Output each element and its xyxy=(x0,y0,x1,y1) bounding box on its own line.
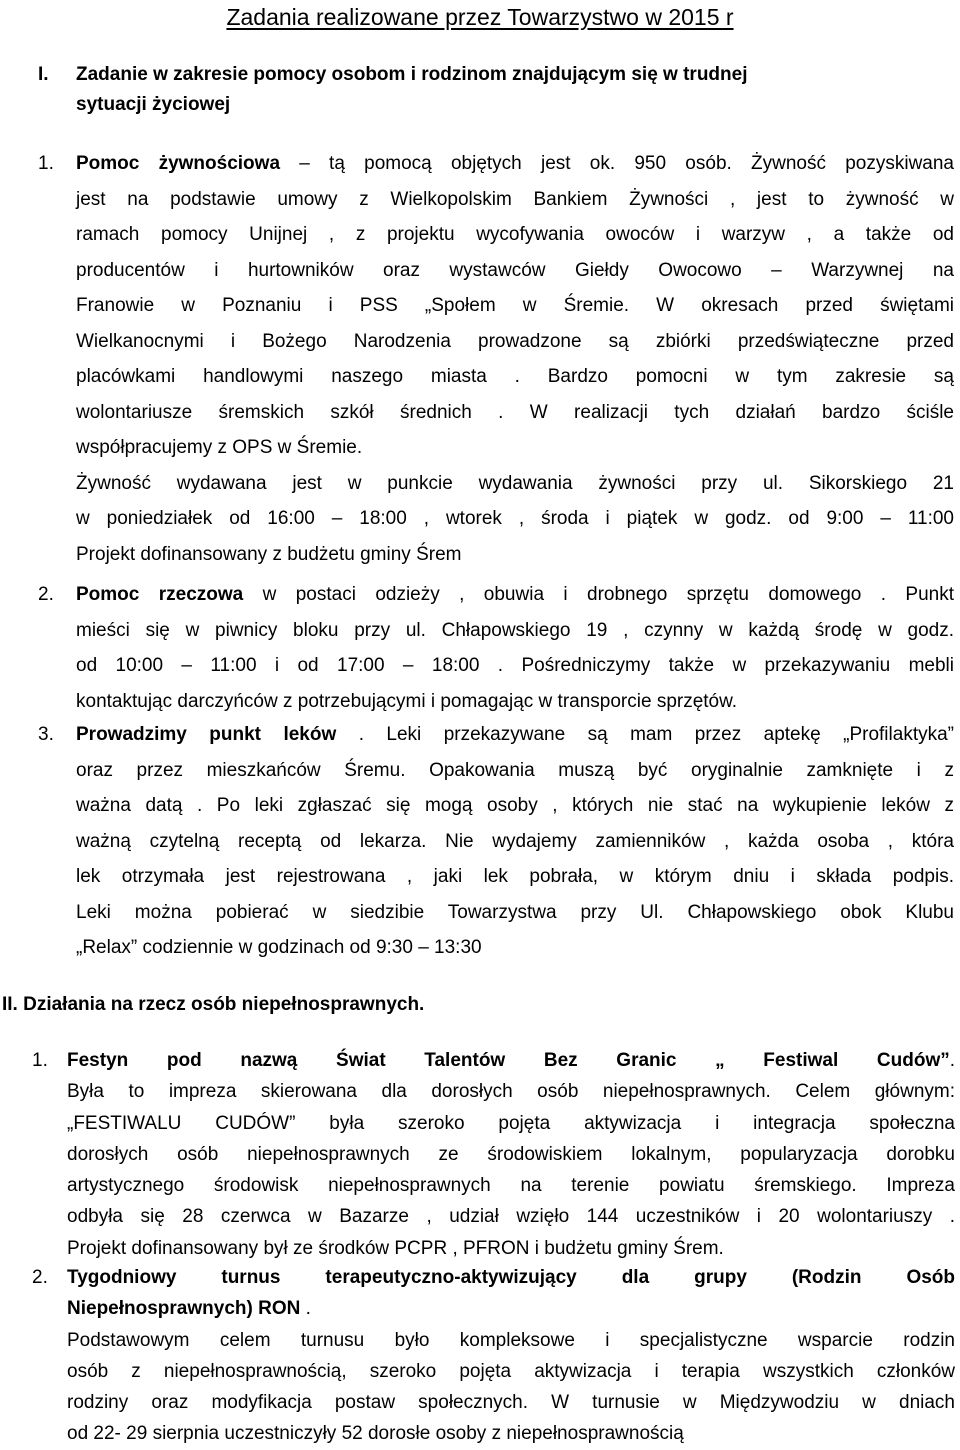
item-line: kontaktując darczyńców z potrzebującymi i pomagając w transporcie sprzętów. xyxy=(76,690,738,712)
item-line: mieści się w piwnicy bloku przy ul. Chłapowskiego 19 , czynny w każdą środę w godz. xyxy=(76,619,954,641)
item-line: Leki można pobierać w siedzibie Towarzystwa przy Ul. Chłapowskiego obok Klubu xyxy=(76,901,954,923)
item-line: Podstawowym celem turnusu było kompleksowe i specjalistyczne wsparcie rodzin xyxy=(67,1329,955,1351)
item-food-aid xyxy=(38,146,954,572)
section-1-number: I. xyxy=(38,64,49,85)
item-line: od 10:00 – 11:00 i od 17:00 – 18:00 . Pośredniczymy także w przekazywaniu mebli xyxy=(76,655,954,676)
item-line: rodziny oraz modyfikacja postaw społecznych. W turnusie w Międzywodziu w dniach xyxy=(67,1392,955,1414)
item-line xyxy=(67,1262,955,1293)
item-number: 2. xyxy=(38,584,54,605)
item-bold-label: Prowadzimy punkt leków xyxy=(76,724,337,745)
item-line: „Relax” codziennie w godzinach od 9:30 – 13:30 xyxy=(76,937,482,958)
item-line: producentów i hurtowników oraz wystawców Giełdy Owocowo – Warzywnej na xyxy=(76,259,954,281)
item-line: współpracujemy z OPS w Śremie. xyxy=(76,437,363,458)
item-line: Wielkanocnymi i Bożego Narodzenia prowadzone są zbiórki przedświąteczne przed xyxy=(76,330,954,352)
item-line: „FESTIWALU CUDÓW” była szeroko pojęta aktywizacja i integracja społeczna xyxy=(67,1112,955,1134)
item-body xyxy=(67,1262,955,1450)
item-line: osób z niepełnosprawnością, szeroko pojęta aktywizacja i terapia wszystkich członków xyxy=(67,1360,955,1382)
item-line: oraz przez mieszkańców Śremu. Opakowania muszą być oryginalnie zamknięte i z xyxy=(76,759,954,781)
item-line: w poniedziałek od 16:00 – 18:00 , wtorek , środa i piątek w godz. od 9:00 – 11:00 xyxy=(76,508,954,529)
item-bold-label: Tygodniowy turnus terapeutyczno-aktywizujący dla grupy (Rodzin Osób xyxy=(67,1267,955,1288)
item-bold-label: Niepełnosprawnych) RON xyxy=(67,1298,301,1320)
item-line: placówkami handlowymi naszego miasta . Bardzo pomocni w tym zakresie są xyxy=(76,366,954,387)
section-1-title-line-2: sytuacji życiowej xyxy=(76,94,231,115)
item-medicine-point xyxy=(38,717,954,966)
section-2-heading: II. Działania na rzecz osób niepełnosprawnych. xyxy=(2,994,425,1015)
item-body xyxy=(76,717,954,966)
section-1-heading xyxy=(38,60,918,120)
item-line: odbyła się 28 czerwca w Bazarze , udział wzięło 144 uczestników i 20 wolontariuszy . xyxy=(67,1206,955,1228)
item-line: Franowie w Poznaniu i PSS „Społem w Śremie. W okresach przed świętami xyxy=(76,295,954,316)
item-number: 1. xyxy=(38,153,54,174)
item-line: Była to impreza skierowana dla dorosłych osób niepełnosprawnych. Celem głównym: xyxy=(67,1081,955,1103)
item-body xyxy=(76,577,954,719)
item-line: Festyn pod nazwą Świat Talentów Bez Granic „ Festiwal Cudów”. xyxy=(67,1050,955,1071)
item-line: ramach pomocy Unijnej , z projektu wycofywania owoców i warzyw , a także od xyxy=(76,224,954,245)
item-line: Prowadzimy punkt leków . Leki przekazywane są mam przez aptekę „Profilaktyka” xyxy=(76,724,954,745)
item-line: ważna datą . Po leki zgłaszać się mogą osoby , których nie stać na wykupienie leków z xyxy=(76,795,954,816)
item-line: Projekt dofinansowany był ze środków PCPR , PFRON i budżetu gminy Śrem. xyxy=(67,1237,724,1259)
document-title: Zadania realizowane przez Towarzystwo w 2015 r xyxy=(226,4,734,30)
item-line: Projekt dofinansowany z budżetu gminy Śrem xyxy=(76,543,462,565)
item-line: od 22- 29 sierpnia uczestniczyły 52 dorosłe osoby z niepełnosprawnością xyxy=(67,1423,684,1445)
item-body xyxy=(67,1045,955,1264)
item-material-aid xyxy=(38,577,954,719)
item-therapy-turnus xyxy=(32,1262,955,1450)
item-bold-label: Pomoc żywnościowa xyxy=(76,153,281,174)
item-bold-label: Pomoc rzeczowa xyxy=(76,584,244,605)
item-festival xyxy=(32,1045,955,1264)
item-line: Pomoc żywnościowa – tą pomocą objętych jest ok. 950 osób. Żywność pozyskiwana xyxy=(76,153,954,174)
item-line: Niepełnosprawnych) RON . xyxy=(67,1298,311,1320)
item-line: jest na podstawie umowy z Wielkopolskim Bankiem Żywności , jest to żywność w xyxy=(76,188,954,210)
item-number: 3. xyxy=(38,724,54,745)
item-line: Pomoc rzeczowa w postaci odzieży , obuwia i drobnego sprzętu domowego . Punkt xyxy=(76,584,954,605)
item-line: wolontariusze śremskich szkół średnich . W realizacji tych działań bardzo ściśle xyxy=(76,401,954,423)
item-number: 2. xyxy=(32,1267,48,1288)
item-line: Żywność wydawana jest w punkcie wydawania żywności przy ul. Sikorskiego 21 xyxy=(76,472,954,494)
item-body xyxy=(76,146,954,572)
item-line: ważną czytelną receptą od lekarza. Nie wydajemy zamienników , każda osoba , która xyxy=(76,830,954,852)
item-bold-label: Festyn pod nazwą Świat Talentów Bez Granic „ Festiwal Cudów” xyxy=(67,1050,950,1071)
item-line: artystycznego środowisk niepełnosprawnych na terenie powiatu śremskiego. Impreza xyxy=(67,1175,955,1197)
section-1-title-line-1: Zadanie w zakresie pomocy osobom i rodzinom znajdującym się w trudnej xyxy=(76,64,748,85)
item-line: dorosłych osób niepełnosprawnych ze środowiskiem lokalnym, popularyzacja dorobku xyxy=(67,1143,955,1165)
item-line: lek otrzymała jest rejestrowana , jaki lek pobrała, w którym dniu i składa podpis. xyxy=(76,866,954,887)
item-number: 1. xyxy=(32,1050,48,1071)
